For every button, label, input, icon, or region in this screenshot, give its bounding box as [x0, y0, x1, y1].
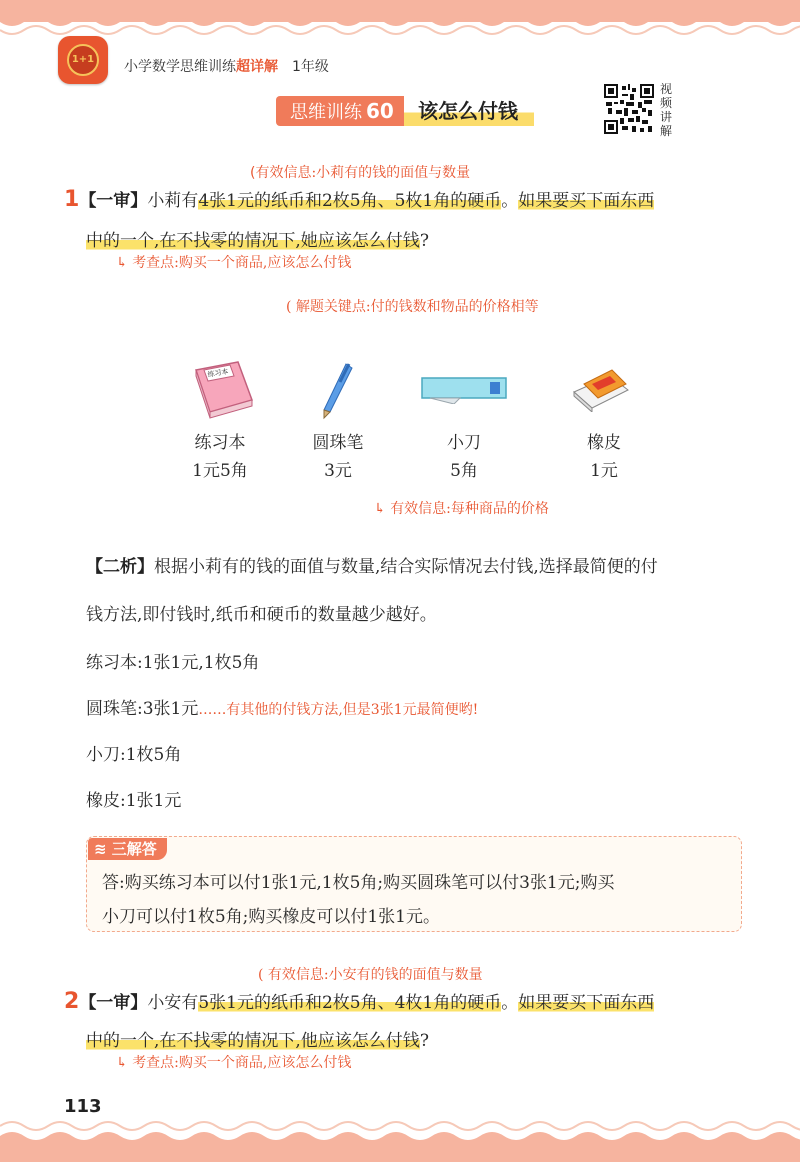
pen-icon [318, 362, 358, 420]
item-name-eraser: 橡皮 [587, 433, 621, 453]
wave-icon: ≋ [94, 840, 112, 858]
q1-analysis-line2: 钱方法,即付钱时,纸币和硬币的数量越少越好。 [86, 605, 437, 625]
answer-tag-text: 三解答 [111, 840, 157, 858]
lesson-tag [276, 96, 404, 126]
top-wave-border [0, 0, 800, 48]
q1-note-price: ↳ 有效信息:每种商品的价格 [374, 501, 549, 517]
q2-highlight-question: 中的一个,在不找零的情况下,他应该怎么付钱 [86, 1031, 420, 1051]
q2-note-bottom-text: 考查点:购买一个商品,应该怎么付钱 [132, 1055, 352, 1071]
q2-step-review: 【一审】 [79, 993, 148, 1013]
q2-highlight-question: 如果要买下面东西 [518, 993, 655, 1013]
bottom-wave-border [0, 1112, 800, 1162]
pay-pen-text: 圆珠笔:3张1元 [86, 699, 199, 719]
knife-icon [420, 374, 508, 404]
q1-note-bottom-text: 考查点:购买一个商品,应该怎么付钱 [132, 255, 352, 271]
answer-line2: 小刀可以付1枚5角;购买橡皮可以付1张1元。 [102, 907, 440, 927]
q1-analysis-line1 [86, 552, 658, 577]
q1-number: 1 [64, 187, 80, 212]
publisher-logo [58, 36, 108, 84]
item-name-knife: 小刀 [447, 433, 481, 453]
book-name: 小学数学思维训练 [124, 59, 236, 75]
q1-analysis-text: 根据小莉有的钱的面值与数量,结合实际情况去付钱,选择最简便的付 [154, 557, 658, 577]
qr-label-char: 讲 [660, 110, 673, 124]
book-title [124, 56, 329, 76]
q1-note-top: (有效信息:小莉有的钱的面值与数量 [250, 165, 471, 181]
q1-note-price-text: 有效信息:每种商品的价格 [390, 501, 549, 517]
answer-tag [88, 838, 167, 860]
q1-step-review: 【一审】 [79, 191, 148, 211]
notebook-icon [186, 360, 256, 420]
q2-line2 [86, 1026, 429, 1051]
item-price-knife: 5角 [450, 461, 478, 481]
q1-line2 [86, 226, 429, 251]
notebook-cover-text: 练习本 [206, 367, 230, 379]
q1-text: 。 [501, 191, 519, 211]
pay-notebook: 练习本:1张1元,1枚5角 [86, 653, 260, 673]
qr-code-icon[interactable] [604, 84, 654, 134]
q2-note-top: ( 有效信息:小安有的钱的面值与数量 [258, 967, 483, 983]
lesson-tag-text: 思维训练 [290, 102, 362, 123]
q1-highlight-question: 中的一个,在不找零的情况下,她应该怎么付钱 [86, 231, 420, 251]
q1-line1 [64, 186, 654, 212]
item-price-pen: 3元 [324, 461, 352, 481]
q1-note-key-text: 解题关键点:付的钱数和物品的价格相等 [295, 299, 539, 315]
pay-eraser: 橡皮:1张1元 [86, 791, 182, 811]
q1-note-key: ( 解题关键点:付的钱数和物品的价格相等 [286, 299, 539, 315]
pay-pen-note: ……有其他的付钱方法,但是3张1元最简便哟! [198, 702, 479, 718]
answer-line1: 答:购买练习本可以付1张1元,1枚5角;购买圆珠笔可以付3张1元;购买 [102, 873, 615, 893]
q2-note-top-text: 有效信息:小安有的钱的面值与数量 [267, 967, 483, 983]
q2-note-bottom: ↳ 考查点:购买一个商品,应该怎么付钱 [116, 1055, 352, 1071]
q2-text: 小安有 [147, 993, 199, 1013]
item-price-eraser: 1元 [590, 461, 618, 481]
q1-text: 小莉有 [147, 191, 199, 211]
lesson-number: 60 [366, 99, 394, 123]
book-highlight: 超详解 [236, 59, 278, 75]
lesson-title: 该怎么付钱 [404, 96, 534, 126]
page-number: 113 [64, 1096, 102, 1117]
item-name-pen: 圆珠笔 [312, 433, 364, 453]
qr-label-char: 频 [660, 96, 673, 110]
q1-text: ? [419, 231, 429, 251]
item-name-notebook: 练习本 [194, 433, 246, 453]
qr-label-char: 解 [660, 124, 673, 138]
q2-line1 [64, 988, 654, 1014]
pay-knife: 小刀:1枚5角 [86, 745, 182, 765]
q1-highlight-question: 如果要买下面东西 [518, 191, 655, 211]
pay-pen [86, 694, 478, 719]
grade-label: 1年级 [292, 59, 329, 75]
eraser-icon [570, 362, 632, 412]
q2-number: 2 [64, 989, 80, 1014]
q1-note-bottom: ↳ 考查点:购买一个商品,应该怎么付钱 [116, 255, 352, 271]
q2-highlight-money: 5张1元的纸币和2枚5角、4枚1角的硬币 [198, 993, 502, 1013]
qr-label-char: 视 [660, 82, 673, 96]
q1-step-analyze: 【二析】 [86, 557, 154, 577]
q1-note-top-text: 有效信息:小莉有的钱的面值与数量 [255, 165, 471, 181]
q1-highlight-money: 4张1元的纸币和2枚5角、5枚1角的硬币 [198, 191, 502, 211]
q2-text: 。 [501, 993, 519, 1013]
qr-label [660, 82, 674, 138]
item-price-notebook: 1元5角 [192, 461, 248, 481]
logo-emblem: 1+1 [67, 44, 99, 76]
q2-text: ? [419, 1031, 429, 1051]
